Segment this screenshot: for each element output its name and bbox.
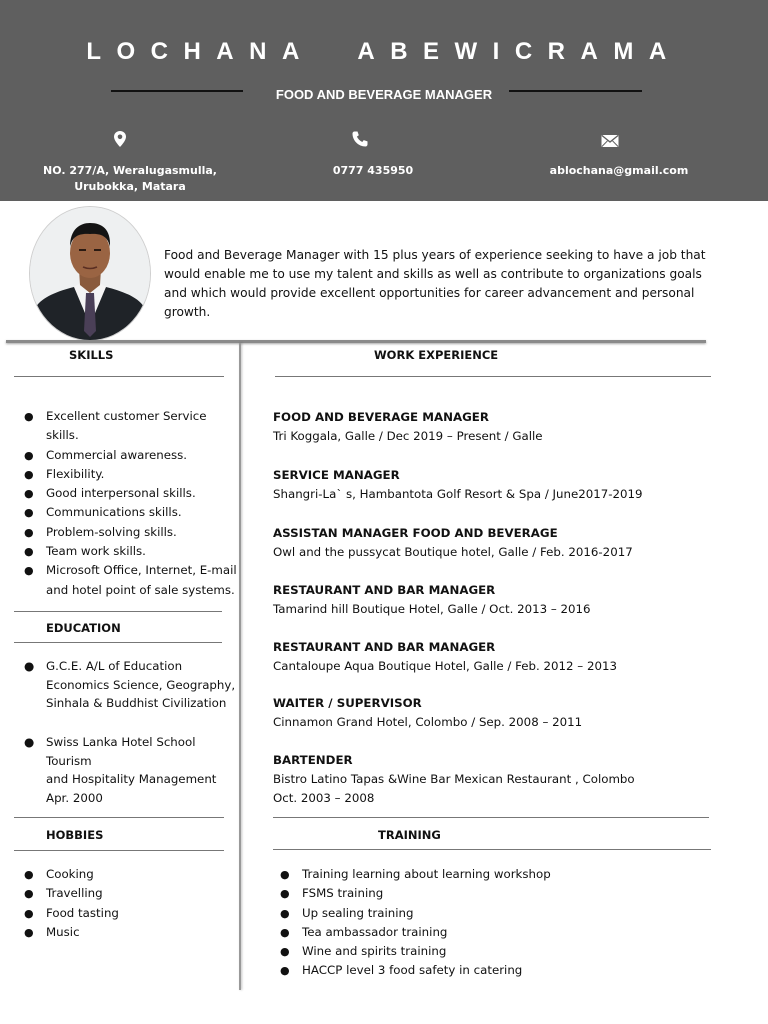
job-entry	[273, 524, 713, 562]
job-entry	[273, 638, 713, 676]
training-rule-top	[273, 817, 709, 818]
job-detail: Tamarind hill Boutique Hotel, Galle / Oct. 2013 – 2016	[273, 602, 591, 616]
job-title: SERVICE MANAGER	[273, 468, 400, 482]
list-item: ● Good interpersonal skills.	[24, 486, 196, 501]
list-item: ● HACCP level 3 food safety in catering	[280, 963, 523, 978]
list-item: ● Wine and spirits training	[280, 944, 447, 959]
list-item: ● Up sealing training	[280, 905, 414, 920]
education-item: ● G.C.E. A/L of Education Economics Science, Geography, Sinhala & Buddhist Civilization	[24, 659, 236, 710]
phone-number[interactable]: 0777 435950	[332, 164, 414, 177]
list-item: ● Excellent customer Service skills.	[24, 409, 207, 443]
job-detail: Shangri-La` s, Hambantota Golf Resort & Spa / June2017-2019	[273, 487, 643, 501]
list-item: ● Travelling	[24, 886, 103, 901]
job-detail: Cantaloupe Aqua Boutique Hotel, Galle / Feb. 2012 – 2013	[273, 659, 617, 673]
hobbies-list	[24, 865, 226, 942]
job-detail: Bistro Latino Tapas &Wine Bar Mexican Restaurant , Colombo	[273, 772, 635, 786]
job-title: BARTENDER	[273, 753, 353, 767]
list-item: ● Food tasting	[24, 905, 119, 920]
list-item: ● Music	[24, 924, 80, 939]
profile-photo	[29, 206, 151, 341]
list-item: ● FSMS training	[280, 886, 384, 901]
education-heading: EDUCATION	[46, 621, 121, 635]
skills-list	[24, 407, 242, 600]
education-rule-top	[14, 611, 222, 612]
address	[30, 163, 230, 195]
address-line-1: NO. 277/A, Weralugasmulla,	[43, 164, 217, 177]
list-item: and hotel point of sale systems.	[46, 582, 235, 597]
list-item: ● Cooking	[24, 867, 94, 881]
job-title: RESTAURANT AND BAR MANAGER	[273, 583, 496, 597]
candidate-name: LOCHANA ABEWICRAMA	[86, 38, 682, 65]
job-detail: Owl and the pussycat Boutique hotel, Galle / Feb. 2016-2017	[273, 545, 633, 559]
job-entry	[273, 408, 713, 446]
job-detail: Tri Koggala, Galle / Dec 2019 – Present / Galle	[273, 429, 543, 443]
job-title: FOOD AND BEVERAGE MANAGER	[275, 87, 493, 102]
envelope-icon	[601, 132, 619, 150]
email-address[interactable]: ablochana@gmail.com	[549, 164, 689, 177]
list-item: ● Communications skills.	[24, 505, 182, 520]
list-item: ● Training learning about learning workshop	[280, 867, 551, 881]
training-rule	[273, 849, 711, 850]
list-item: ● Problem-solving skills.	[24, 524, 177, 539]
skills-heading: SKILLS	[69, 348, 114, 362]
job-title: RESTAURANT AND BAR MANAGER	[273, 640, 496, 654]
hobbies-rule-top	[14, 817, 224, 818]
hobbies-heading: HOBBIES	[46, 828, 104, 842]
job-entry	[273, 751, 713, 808]
job-entry	[273, 581, 713, 619]
list-item: ● Microsoft Office, Internet, E-mail	[24, 563, 237, 578]
job-title: WAITER / SUPERVISOR	[273, 696, 422, 710]
profile-summary: Food and Beverage Manager with 15 plus years of experience seeking to have a job that would enable me to use my talent and skills as well as contribute to organizations goals and which would provide excellent opportunities for career advancement and personal growth.	[164, 248, 706, 319]
work-experience-heading: WORK EXPERIENCE	[374, 348, 499, 362]
job-entry	[273, 694, 713, 732]
location-pin-icon	[111, 130, 129, 148]
education-item: ● Swiss Lanka Hotel School Tourism and Hospitality Management Apr. 2000	[24, 735, 217, 805]
address-line-2: Urubokka, Matara	[74, 180, 186, 193]
list-item: ● Team work skills.	[24, 544, 146, 559]
section-divider	[6, 340, 706, 343]
training-heading: TRAINING	[378, 828, 441, 842]
job-title: FOOD AND BEVERAGE MANAGER	[273, 410, 489, 424]
training-list	[280, 865, 712, 981]
education-rule	[14, 642, 222, 643]
list-item: ● Commercial awareness.	[24, 447, 188, 462]
job-detail: Oct. 2003 – 2008	[273, 791, 375, 805]
skills-rule	[14, 376, 224, 377]
hobbies-rule	[14, 850, 224, 851]
list-item: ● Flexibility.	[24, 466, 105, 481]
list-item: ● Tea ambassador training	[280, 924, 448, 939]
job-title: ASSISTAN MANAGER FOOD AND BEVERAGE	[273, 526, 558, 540]
job-entry	[273, 466, 713, 504]
job-detail: Cinnamon Grand Hotel, Colombo / Sep. 2008 – 2011	[273, 715, 583, 729]
work-rule	[275, 376, 711, 377]
phone-icon	[351, 130, 369, 148]
